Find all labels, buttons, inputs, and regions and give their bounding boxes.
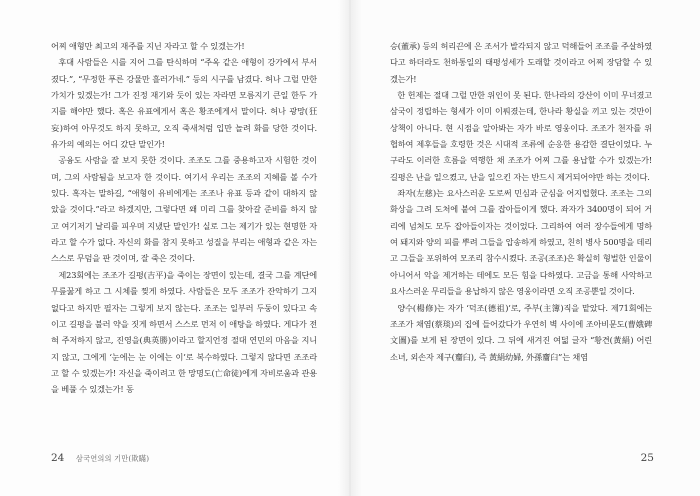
book-gutter [338,0,362,496]
right-page [350,0,700,496]
right-page-footer [641,452,654,464]
paragraph: 후대 사람들은 시를 지어 그를 탄식하며 “주옥 같은 애형이 강가에서 부서졌다.”, “무정한 푸른 강물만 흘러가네.” 등의 시구를 남겼다. 허나 그럴 만한 가치가 있겠는가! 그가 진정 재기와 듯이 있는 자라면 모름지기 큰일 한두 가지를 해야만 했다. 혹은 유표에게서 혹은 황조에게서 말이다. 허나 광망(狂妄)하여 아무것도 하지 못하고, 오직 죽새처럼 입만 놀려 화를 당한 것이다. 유가의 예의는 어디 갔단 말인가! [51,57,317,150]
page-number: 24 [51,452,65,464]
running-title: 삼국연의의 기만(欺瞞) [75,454,150,463]
paragraph: 한 헌제는 절대 그럴 만한 위인이 못 된다. 한나라의 강산이 이미 무너졌고 삼국이 정립하는 형세가 이미 이뤄졌는데, 한나라 황실을 끼고 있는 것만이 상책이 아니다. 현 시점을 알아봐는 자가 바로 영웅이다. 조조가 천자를 위협하여 제후들을 호령한 것은 시대적 조류에 순응한 용감한 결단이었다. 누구라도 이러한 흐름을 역행한 채 조조가 어찌 그를 용납할 수가 있겠는가! 길평은 난을 일으켰고, 난을 일으킨 자는 반드시 제거되어야만 하는 것이다. [390,90,652,182]
paragraph: 양수(楊修)는 자가 ‘덕조(德祖)’로, 주부(主簿)직을 맡았다. 제71회에는 조조가 채염(蔡琰)의 집에 들어갔다가 우연히 벽 사이에 조아비문도(曹娥碑文圖)를 보게 된 장면이 있다. 그 뒤에 새겨진 여덟 글자 “황견(黃絹) 어린 소녀, 외손자 제구(齏臼), 즉 黃絹幼婦, 外孫齏臼”는 채염 [390,302,652,362]
paragraph: 공융도 사람을 잘 보지 못한 것이다. 조조도 그를 중용하고자 시험한 것이며, 그의 사람됨을 보고자 한 것이다. 여기서 우리는 조조의 지혜를 볼 수가 있다. 혹자는 말하길, “애형이 유비에게는 조조나 유표 등과 같이 대하지 않았을 것이다.”라고 하겠지만, 그렇다면 왜 미리 그를 찾아갈 준비를 하지 않고 여기저기 날리를 피우며 지냈단 말인가! 실로 그는 제기가 있는 현명한 자라고 할 수가 없다. 자신의 화를 참지 못하고 성질을 부리는 애형과 같은 자는 스스로 무덤을 판 것이며, 잘 죽은 것이다. [51,155,317,264]
left-page-body [51,38,317,398]
paragraph: 좌자(左慈)는 요사스러운 도로써 민심과 군심을 어지럽혔다. 조조는 그의 화상을 그려 도처에 붙여 그를 잡아들이게 했다. 좌자가 3400명이 되어 거리에 넘쳐도 모두 잡아들이자는 것이었다. 그리하여 여러 장수들에게 명하여 돼지와 양의 피를 뿌려 그들을 압송하게 하였고, 친히 병사 500명을 데리고 그들을 포위하여 모조리 참수시켰다. 조공(조조)은 확실히 형벌한 인물이 아니어서 악을 제거하는 데에도 모든 힘을 다하였다. 고금을 통해 사악하고 요사스러운 무리들을 용납하지 않은 영웅이라면 오직 조공뿐일 것이다. [390,188,652,297]
left-page-footer [51,452,149,464]
page-number: 25 [640,452,654,464]
paragraph: 제23회에는 조조가 길평(吉平)을 죽이는 장면이 있는데, 결국 그를 계단에 무릎꿇게 하고 그 시체를 찢게 하였다. 사람들은 모두 조조가 잔악하기 그지없다고 하지만 필자는 그렇게 보지 않는다. 조조는 일부러 두둥이 있다고 속이고 길평을 불러 약을 짓게 하면서 스스로 먼저 이 애탕을 하였다. 게다가 전혀 주저하지 않고, 진영을(典英勝)이라고 할지언정 절대 연민의 마음을 지니지 않고, 그에게 ‘눈에는 눈 이에는 이’로 복수하였다. 그렇지 않다면 조조라고 할 수 있겠는가! 자신을 죽이려고 한 망명도(亡命徒)에게 자비로움과 관용을 베풀 수 있겠는가! 동 [51,269,317,395]
right-page-body [390,38,652,365]
paragraph: 승(董承) 등의 허리끈에 은 조서가 발각되지 않고 덕해들어 조조를 주살하였다고 하더라도 천하통일의 태평성세가 도래할 것이라고 어찌 장담할 수 있겠는가! [390,41,652,84]
paragraph: 어찌 애형만 최고의 재주를 지닌 자라고 할 수 있겠는가! [51,41,245,51]
